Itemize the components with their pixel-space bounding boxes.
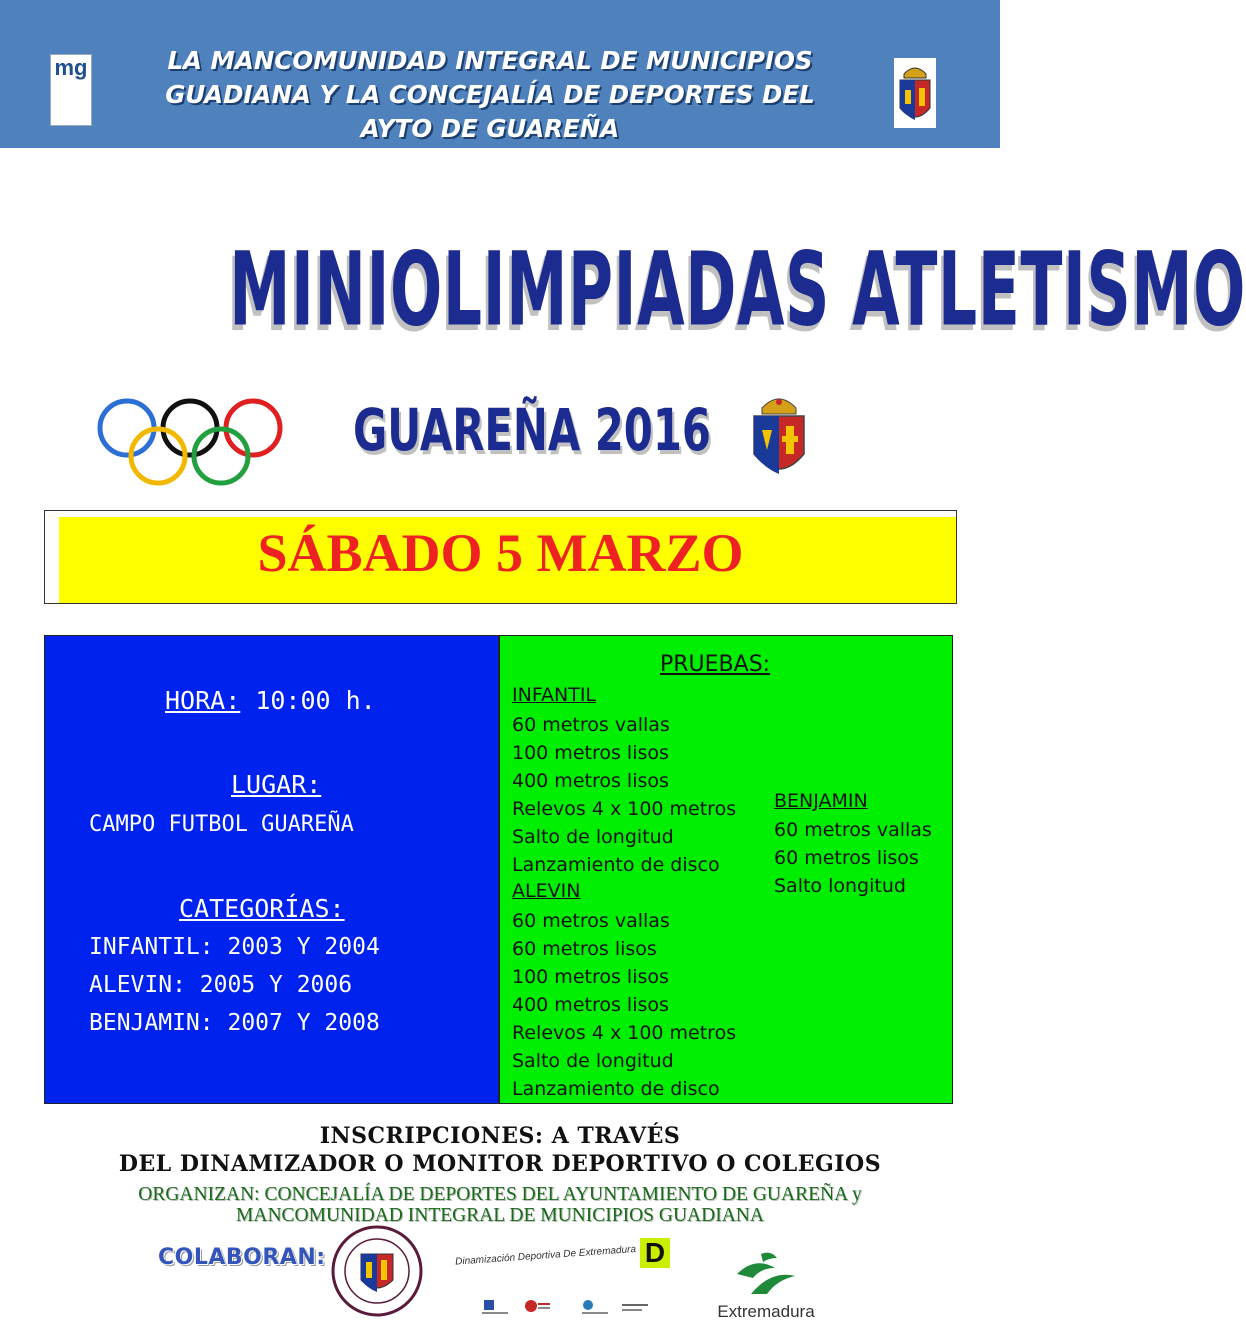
guarena-shield-icon xyxy=(748,390,810,482)
organizan-line2: MANCOMUNIDAD INTEGRAL DE MUNICIPIOS GUADIANA xyxy=(236,1205,764,1226)
categoria-benjamin: BENJAMIN: 2007 Y 2008 xyxy=(89,1010,380,1036)
coat-of-arms-icon xyxy=(894,58,936,128)
list-item: 100 metros lisos xyxy=(512,742,669,764)
header-banner xyxy=(0,0,1000,148)
sponsor-logos xyxy=(480,1298,670,1318)
dinamizacion-logo xyxy=(455,1238,670,1278)
logo-letters: mg xyxy=(54,55,88,80)
inscripciones-line1: INSCRIPCIONES: A TRAVÉS xyxy=(319,1123,681,1149)
inscripciones-line2: DEL DINAMIZADOR O MONITOR DEPORTIVO O COLEGIOS xyxy=(118,1151,882,1177)
date-banner xyxy=(44,510,957,604)
list-item: Relevos 4 x 100 metros xyxy=(512,798,737,820)
infantil-list xyxy=(512,711,736,879)
event-date: SÁBADO 5 MARZO xyxy=(257,523,744,583)
organizan-line1: ORGANIZAN: CONCEJALÍA DE DEPORTES DEL AYUNTAMIENTO DE GUAREÑA y xyxy=(138,1184,862,1205)
inscripciones-text xyxy=(40,1122,960,1178)
categoria-infantil: INFANTIL: 2003 Y 2004 xyxy=(89,934,380,960)
diputacion-caceres-logo-icon xyxy=(522,1298,552,1316)
categoria-alevin: ALEVIN: 2005 Y 2006 xyxy=(89,972,353,998)
list-item: 60 metros lisos xyxy=(512,938,657,960)
list-item: 400 metros lisos xyxy=(512,770,669,792)
alevin-list xyxy=(512,907,736,1103)
header-title-line3: AYTO DE GUAREÑA xyxy=(360,114,620,143)
list-item: Salto de longitud xyxy=(512,826,674,848)
list-item: 100 metros lisos xyxy=(512,966,669,988)
info-panel xyxy=(44,635,499,1104)
list-item: Lanzamiento de disco xyxy=(512,1078,720,1100)
lugar-label: LUGAR: xyxy=(231,770,322,799)
pruebas-panel xyxy=(499,635,953,1104)
categorias-label: CATEGORÍAS: xyxy=(179,894,345,923)
event-title: MINIOLIMPIADAS ATLETISMO xyxy=(229,230,1246,349)
list-item: Relevos 4 x 100 metros xyxy=(512,1022,737,1044)
list-item: 400 metros lisos xyxy=(512,994,669,1016)
list-item: 60 metros lisos xyxy=(774,847,919,869)
pruebas-heading: PRUEBAS: xyxy=(660,652,771,677)
benjamin-list xyxy=(774,816,932,900)
extremadura-leaf-icon xyxy=(731,1250,801,1296)
organizan-text xyxy=(20,1184,980,1226)
event-subtitle: GUAREÑA 2016 xyxy=(353,396,711,464)
list-item: 60 metros vallas xyxy=(774,819,932,841)
header-title-line1: LA MANCOMUNIDAD INTEGRAL DE MUNICIPIOS xyxy=(167,46,813,75)
diputacion-badajoz-logo-icon xyxy=(480,1298,510,1316)
header-title-line2: GUADIANA Y LA CONCEJALÍA DE DEPORTES DEL xyxy=(165,80,815,109)
hora-label: HORA: xyxy=(165,686,241,715)
colaboran-label: COLABORAN: xyxy=(158,1245,326,1270)
benjamin-label: BENJAMIN xyxy=(774,790,868,812)
list-item: 60 metros vallas xyxy=(512,910,670,932)
list-item: Lanzamiento de disco xyxy=(512,854,720,876)
mancomunidad-logo xyxy=(50,54,92,126)
alevin-label: ALEVIN xyxy=(512,880,581,902)
olympic-rings-icon xyxy=(95,400,285,470)
junta-extremadura-logo-icon xyxy=(580,1298,610,1316)
list-item: Salto de longitud xyxy=(512,1050,674,1072)
extremadura-text: Extremadura xyxy=(717,1302,815,1321)
hora-value: 10:00 h. xyxy=(255,686,376,715)
hora-row xyxy=(165,686,376,715)
club-seal-icon xyxy=(330,1224,424,1318)
lugar-value: CAMPO FUTBOL GUAREÑA xyxy=(89,812,354,837)
header-title xyxy=(100,44,880,146)
list-item: 60 metros vallas xyxy=(512,714,670,736)
dinamizacion-mark: D xyxy=(640,1238,670,1268)
consejeria-logo-icon xyxy=(620,1298,650,1316)
infantil-label: INFANTIL xyxy=(512,684,597,706)
list-item: Salto longitud xyxy=(774,875,906,897)
extremadura-logo xyxy=(706,1250,826,1322)
dinamizacion-text: Dinamización Deportiva De Extremadura xyxy=(454,1244,637,1268)
